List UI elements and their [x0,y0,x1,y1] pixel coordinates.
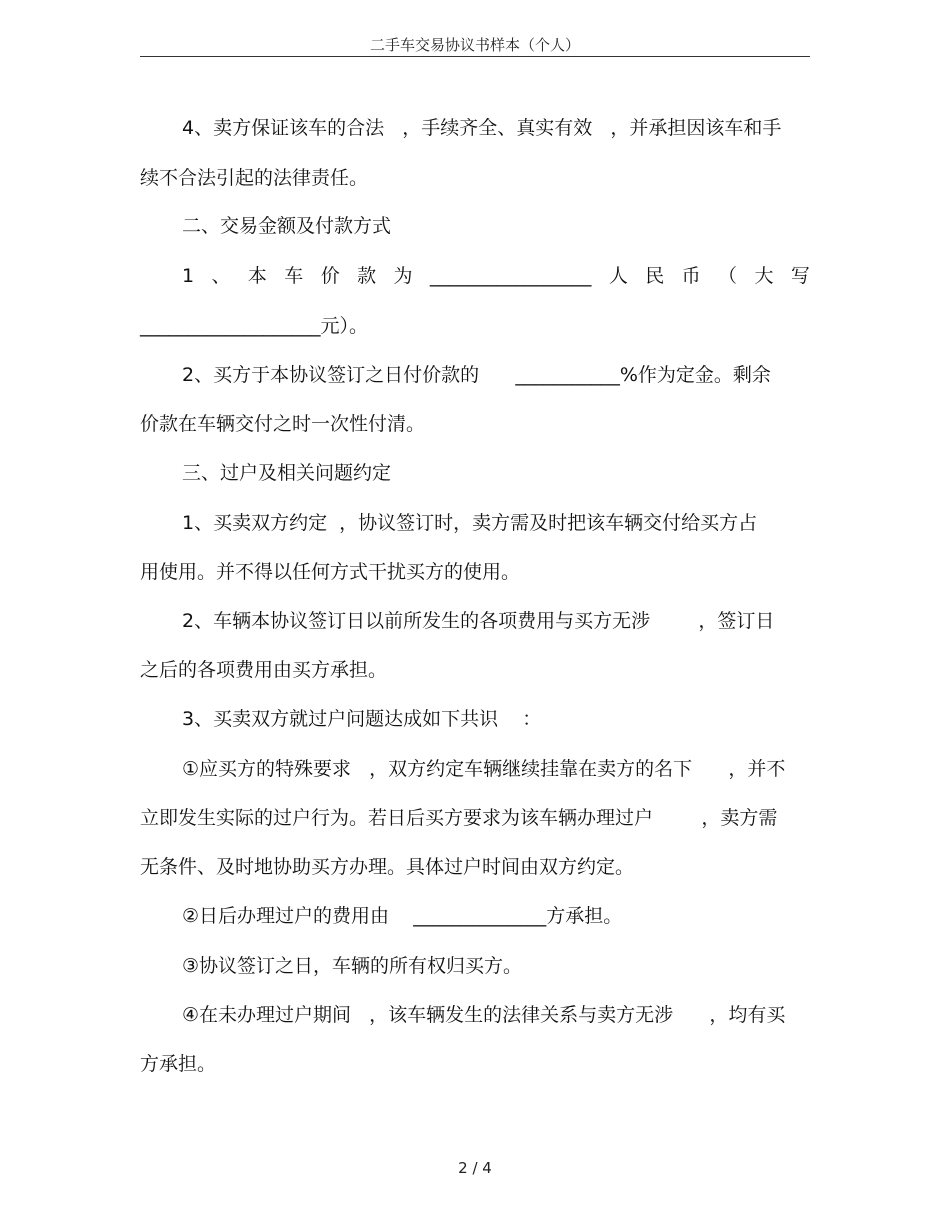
price-char: 大 [754,265,774,287]
price-char: 为 [393,265,413,287]
section-3-heading: 三、过户及相关问题约定 [182,462,392,484]
price-char: 价 [320,265,340,287]
para-2-deposit: 2、买方于本协议签订之日付价款的 ___________%作为定金。剩余 [182,364,771,386]
para-2-fees-continued: 之后的各项费用由买方承担。 [140,659,388,681]
para-2-fees: 2、车辆本协议签订日以前所发生的各项费用与买方无涉 ，签订日 [182,610,775,632]
price-line [182,263,810,289]
price-char: 写 [790,265,810,287]
price-uppercase-blank: ___________________元）。 [140,315,369,337]
para-2-continued: 价款在车辆交付之时一次性付清。 [140,413,426,435]
price-char: 人 [608,265,628,287]
price-char: 、 [211,265,231,287]
item-1-special-request: ①应买方的特殊要求 ，双方约定车辆继续挂靠在卖方的名下 ，并不 [182,758,786,780]
para-1-delivery: 1、买卖双方约定 ，协议签订时，卖方需及时把该车辆交付给买方占 [182,512,758,534]
para-4-seller-guarantee: 4、卖方保证该车的合法 ，手续齐全、真实有效 ，并承担因该车和手 [182,117,782,139]
item-1-continued: 立即发生实际的过户行为。若日后买方要求为该车辆办理过户 ，卖方需 [140,807,778,829]
price-blank: _________________ [429,265,592,287]
header-divider [140,56,810,57]
price-char: 车 [284,265,304,287]
price-char: （ [718,265,738,287]
price-char: 1 [182,265,195,287]
item-4-legal-relations: ④在未办理过户期间 ，该车辆发生的法律关系与卖方无涉 ，均有买 [182,1004,786,1026]
para-4-continued: 续不合法引起的法律责任。 [140,167,369,189]
item-4-continued: 方承担。 [140,1053,217,1075]
section-2-heading: 二、交易金额及付款方式 [182,215,392,237]
page-number: 2 / 4 [458,1159,492,1177]
price-char: 币 [681,265,701,287]
price-char: 民 [645,265,665,287]
price-char: 本 [247,265,267,287]
item-1-continued-2: 无条件、及时地协助买方办理。具体过户时间由双方约定。 [140,856,635,878]
price-char: 款 [357,265,377,287]
item-3-ownership: ③协议签订之日，车辆的所有权归买方。 [182,955,523,977]
item-2-transfer-fee: ②日后办理过户的费用由 ______________方承担。 [182,905,623,927]
para-3-consensus: 3、买卖双方就过户问题达成如下共识 ： [182,708,542,730]
page-header-title: 二手车交易协议书样本（个人） [369,36,580,54]
para-1-continued: 用使用。并不得以任何方式干扰买方的使用。 [140,561,521,583]
